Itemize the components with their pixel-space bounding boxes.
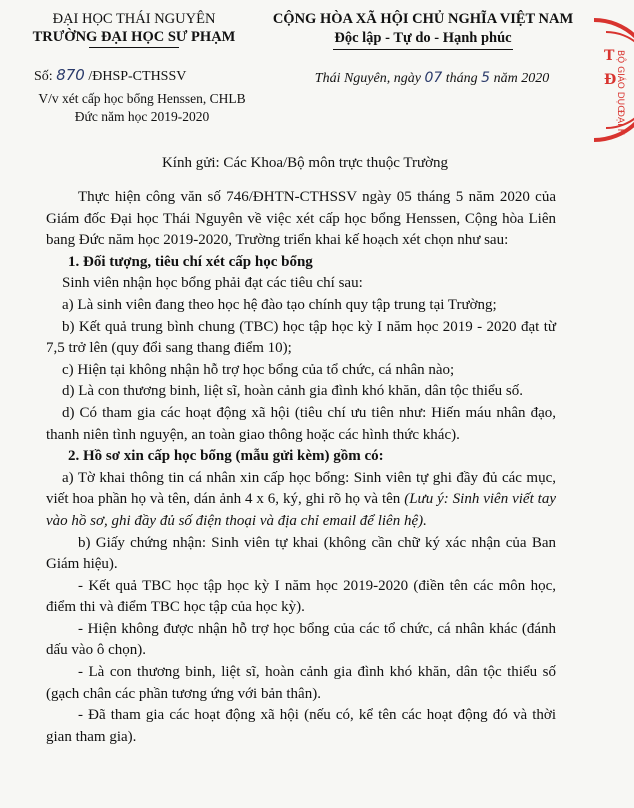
dossier-bullet-2: - Hiện không được nhận hỗ trợ học bổng của các tổ chức, cá nhân khác (đánh dấu vào ô chọn). (46, 620, 556, 659)
header-left-underline (89, 47, 179, 48)
place-date-part2: tháng (442, 71, 482, 86)
red-seal-stamp (574, 0, 634, 150)
place-date-part1: Thái Nguyên, ngày (314, 71, 425, 86)
place-date (282, 70, 582, 87)
criterion-c: c) Hiện tại không nhận hỗ trợ học bổng của tổ chức, cá nhân nào; (62, 361, 455, 378)
dossier-item-b: b) Giấy chứng nhận: Sinh viên tự khai (không cần chữ ký xác nhận của Ban Giám hiệu). (46, 534, 556, 573)
criterion-d: d) Là con thương binh, liệt sĩ, hoàn cảnh gia đình khó khăn, dân tộc thiểu số. (62, 383, 523, 400)
school-name: TRƯỜNG ĐẠI HỌC SƯ PHẠM (32, 29, 236, 45)
section-1-lead: Sinh viên nhận học bổng phải đạt các tiêu chí sau: (62, 275, 363, 292)
dossier-item-a-text: a) Tờ khai thông tin cá nhân xin cấp học bổng: Sinh viên tự ghi đầy đủ các mục, viết hoa phần họ và tên, dán ảnh 4 x 6, ký, ghi rõ họ và tên (46, 469, 556, 508)
criterion-e: d) Có tham gia các hoạt động xã hội (tiêu chí ưu tiên như: Hiến máu nhân đạo, thanh niên tình nguyện, an toàn giao thông hoặc các hình thức khác). (46, 404, 556, 443)
place-date-month: 5 (481, 70, 491, 86)
section-2-heading: 2. Hồ sơ xin cấp học bổng (mẫu gửi kèm) gồm có: (68, 448, 384, 465)
dossier-bullet-1: - Kết quả TBC học tập học kỳ I năm học 2019-2020 (điền tên các môn học, điểm thi và điểm TBC học tập của học kỳ). (46, 577, 556, 616)
svg-text:T: T (604, 48, 615, 64)
criterion-b: b) Kết quả trung bình chung (TBC) học tập học kỳ I năm học 2019 - 2020 đạt từ 7,5 trở lên (quy đổi sang thang điểm 10); (46, 318, 556, 357)
greeting: Kính gửi: Các Khoa/Bộ môn trực thuộc Trường (161, 155, 449, 171)
intro-paragraph: Thực hiện công văn số 746/ĐHTN-CTHSSV ngày 05 tháng 5 năm 2020 của Giám đốc Đại học Thái Nguyên về việc xét cấp học bổng Henssen, Cộng hòa Liên bang Đức năm học 2019-2020, Trường triển khai kế hoạch xét chọn như sau: (46, 189, 556, 249)
doc-number-suffix: /ĐHSP-CTHSSV (84, 69, 187, 84)
criterion-a: a) Là sinh viên đang theo học hệ đào tạo chính quy tập trung tại Trường; (62, 296, 497, 313)
place-date-day: 07 (424, 70, 443, 86)
place-date-part3: năm 2020 (490, 71, 550, 86)
section-1-heading: 1. Đối tượng, tiêu chí xét cấp học bổng (68, 253, 313, 270)
country-name: CỘNG HÒA XÃ HỘI CHỦ NGHĨA VIỆT NAM (272, 11, 574, 27)
header-right (258, 10, 588, 50)
dossier-bullet-4: - Đã tham gia các hoạt động xã hội (nếu có, kể tên các hoạt động đó và thời gian tham gia). (46, 707, 556, 745)
dossier-item-a-note: (Lưu ý: Sinh viên viết tay vào hồ sơ, ghi đầy đủ số điện thoại và địa chỉ email để liên hệ). (46, 491, 556, 529)
svg-text:BỘ GIÁO DỤC: BỘ GIÁO DỤC (615, 50, 625, 112)
svg-text:Đ: Đ (604, 72, 617, 88)
document-subject (22, 90, 262, 126)
doc-number-prefix: Số: (34, 69, 57, 84)
university-name: ĐẠI HỌC THÁI NGUYÊN (52, 11, 216, 27)
svg-text:ĐẠI H: ĐẠI H (615, 110, 625, 136)
subject-line-1: V/v xét cấp học bổng Henssen, CHLB (38, 91, 246, 106)
national-motto: Độc lập - Tự do - Hạnh phúc (334, 30, 512, 46)
subject-line-2: Đức năm học 2019-2020 (74, 109, 210, 124)
dossier-bullet-3: - Là con thương binh, liệt sĩ, hoàn cảnh gia đình khó khăn, dân tộc thiểu số (gạch chân các phần tương ứng với bản thân). (46, 664, 556, 702)
document-number (34, 66, 274, 86)
dossier-item-a (46, 468, 556, 533)
document-body (46, 187, 556, 748)
header-right-underline (333, 49, 513, 50)
header-left (14, 10, 254, 48)
doc-number-handwritten: 870 (56, 66, 85, 84)
